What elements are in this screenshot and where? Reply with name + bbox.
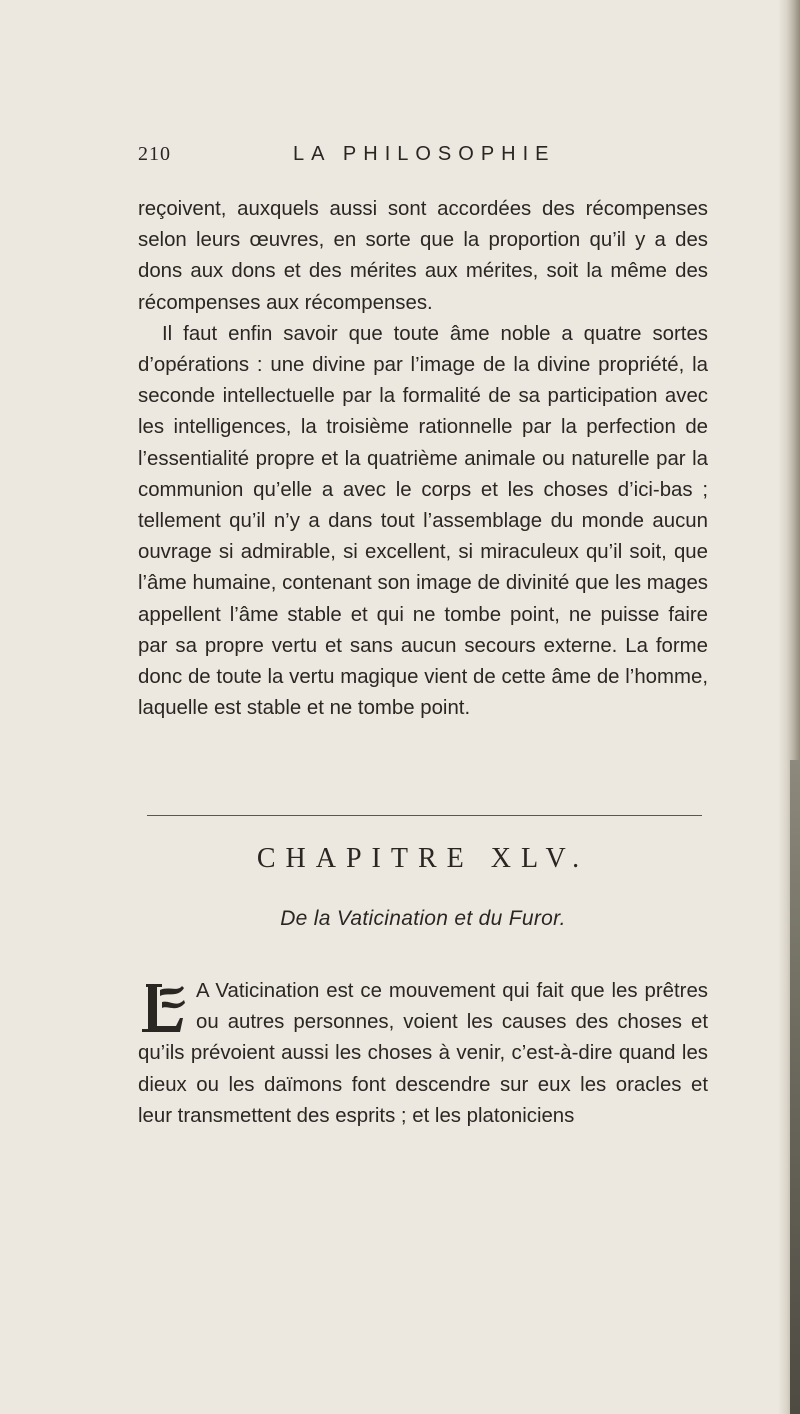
running-title: LA PHILOSOPHIE — [293, 143, 556, 165]
section-divider — [147, 815, 702, 816]
drop-cap-letter — [138, 980, 190, 1036]
paragraph-continuation: reçoivent, auxquels aussi sont accordées des récompenses selon leurs œuvres, en sorte que la proportion qu’il y a des dons aux dons et des mérites aux mérites, soit la même des récompenses aux récompenses. — [138, 198, 708, 314]
body-text — [138, 194, 708, 724]
chapter-paragraph: A Vaticination est ce mouvement qui fait que les prêtres ou autres personnes, voient les causes des choses et qu’ils prévoient aussi les choses à venir, c’est-à-dire quand les dieux ou les daïmons font descendre sur eux les oracles et leur transmettent des esprits ; et les platoniciens — [138, 980, 708, 1127]
chapter-heading: CHAPITRE XLV. — [256, 843, 590, 874]
paragraph-four-operations: Il faut enfin savoir que toute âme noble a quatre sortes d’opérations : une divine par l’image de la divine propriété, la seconde intellectuelle par la formalité de sa participation avec les intelligences, la troisième rationnelle par la perfection de l’essentialité propre et la quatrième animale ou naturelle par la communion qu’elle a avec le corps et les choses d’ici-bas ; tellement qu’il n’y a dans tout l’assemblage du monde aucun ouvrage si admirable, si excellent, si miraculeux qu’il soit, que l’âme humaine, contenant son image de divinité que les mages appellent l’âme stable et qui ne tombe point, ne puisse faire par sa propre vertu et sans aucun secours externe. La forme donc de toute la vertu magique vient de cette âme de l’homme, laquelle est stable et ne tombe point. — [138, 322, 708, 720]
page-number: 210 — [138, 143, 171, 165]
chapter-text — [138, 976, 708, 1132]
page-edge-dark — [790, 760, 800, 1414]
running-header — [138, 143, 698, 173]
chapter-subtitle: De la Vaticination et du Furor. — [280, 907, 566, 930]
